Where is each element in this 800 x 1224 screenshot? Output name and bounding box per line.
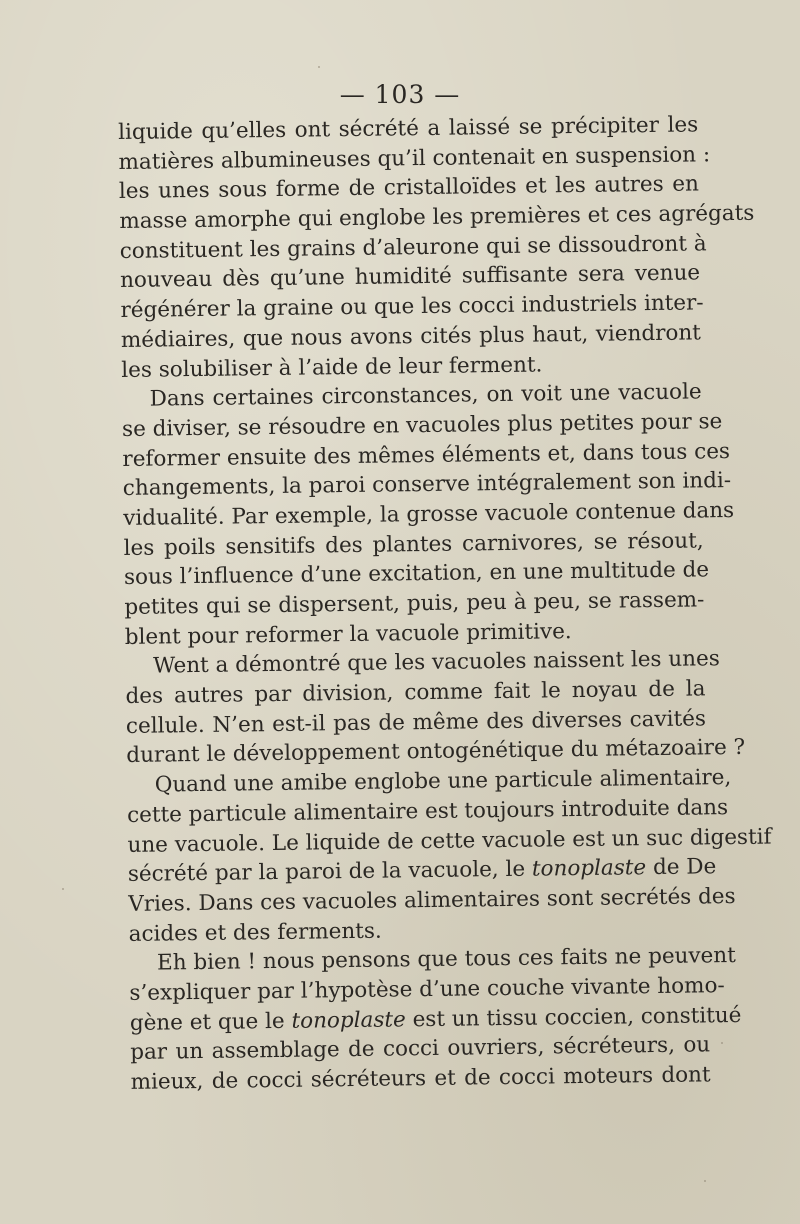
paper-speck — [62, 888, 64, 890]
text-line-7: régénérer la graine ou que les cocci industriels inter- — [120, 290, 704, 324]
text-line-1: liquide qu’elles ont sécrété a laissé se précipiter les — [118, 112, 699, 145]
text-line-25: une vacuole. Le liquide de cette vacuole est un suc digestif — [127, 824, 772, 858]
text-line-27: Vries. Dans ces vacuoles alimentaires sont secrétés des — [128, 883, 736, 917]
text-line-5: constituent les grains d’aleurone qui se dissoudront à — [119, 231, 707, 264]
text-line-26-end: de De — [652, 854, 717, 881]
text-line-12: reformer ensuite des mêmes éléments et, dans tous ces — [122, 438, 731, 472]
text-line-13: changements, la paroi conserve intégralement son indi- — [122, 468, 732, 502]
paper-speck — [704, 1180, 706, 1182]
text-line-14: vidualité. Par exemple, la grosse vacuole contenue dans — [123, 497, 735, 531]
text-line-8: médiaires, que nous avons cités plus haut, viendront — [120, 320, 702, 353]
text-line-4: masse amorphe qui englobe les premières et ces agrégats — [119, 200, 755, 235]
text-line-24: cette particule alimentaire est toujours introduite dans — [126, 794, 729, 828]
text-line-18: blent pour reformer la vacuole primitive. — [124, 618, 572, 650]
text-line-23: Quand une amibe englobe une particule alimentaire, — [154, 765, 732, 798]
text-line-15: les poils sensitifs des plantes carnivores, se résout, — [123, 527, 704, 561]
text-line-6: nouveau dès qu’une humidité suffisante sera venue — [119, 260, 701, 294]
page-number: — 103 — — [339, 80, 461, 109]
paper-speck — [721, 1042, 723, 1044]
text-line-30: s’expliquer par l’hypotèse d’une couche vivante homo- — [129, 973, 725, 1006]
text-line-22: durant le développement ontogénétique du métazoaire ? — [126, 735, 746, 769]
text-line-21: cellule. N’en est-il pas de même des diverses cavités — [125, 706, 707, 739]
text-line-19: Went a démontré que les vacuoles naissent les unes — [153, 646, 720, 679]
text-line-28: acides et des ferments. — [128, 918, 382, 947]
text-line-11: se diviser, se résoudre en vacuoles plus petites pour se — [121, 408, 723, 442]
term-tonoplaste: tonoplaste — [531, 855, 647, 882]
paper-speck — [318, 66, 320, 68]
text-line-33: mieux, de cocci sécréteurs et de cocci moteurs dont — [130, 1062, 711, 1095]
text-line-9: les solubiliser à l’aide de leur ferment. — [121, 351, 543, 383]
text-line-3: les unes sous forme de cristalloïdes et les autres en — [118, 171, 700, 205]
body-text — [118, 110, 772, 1097]
text-line-31-start: gène et que le — [129, 1008, 285, 1036]
text-line-16: sous l’influence d’une excitation, en une multitude de — [123, 557, 710, 591]
text-line-10: Dans certaines circonstances, on voit une vacuole — [149, 379, 702, 412]
text-line-2: matières albumineuses qu’il contenait en suspension : — [118, 141, 711, 175]
text-line-29: Eh bien ! nous pensons que tous ces faits ne peuvent — [156, 943, 736, 976]
text-line-26-start: sécrété par la paroi de la vacuole, le — [127, 856, 526, 888]
text-line-17: petites qui se dispersent, puis, peu à peu, se rassem- — [124, 587, 705, 620]
text-line-20: des autres par division, comme fait le noyau de la — [125, 676, 706, 710]
text-line-31-end: est un tissu coccien, constitué — [412, 1002, 742, 1032]
term-tonoplaste-2: tonoplaste — [291, 1006, 406, 1034]
text-line-32: par un assemblage de cocci ouvriers, sécréteurs, ou — [130, 1032, 711, 1066]
